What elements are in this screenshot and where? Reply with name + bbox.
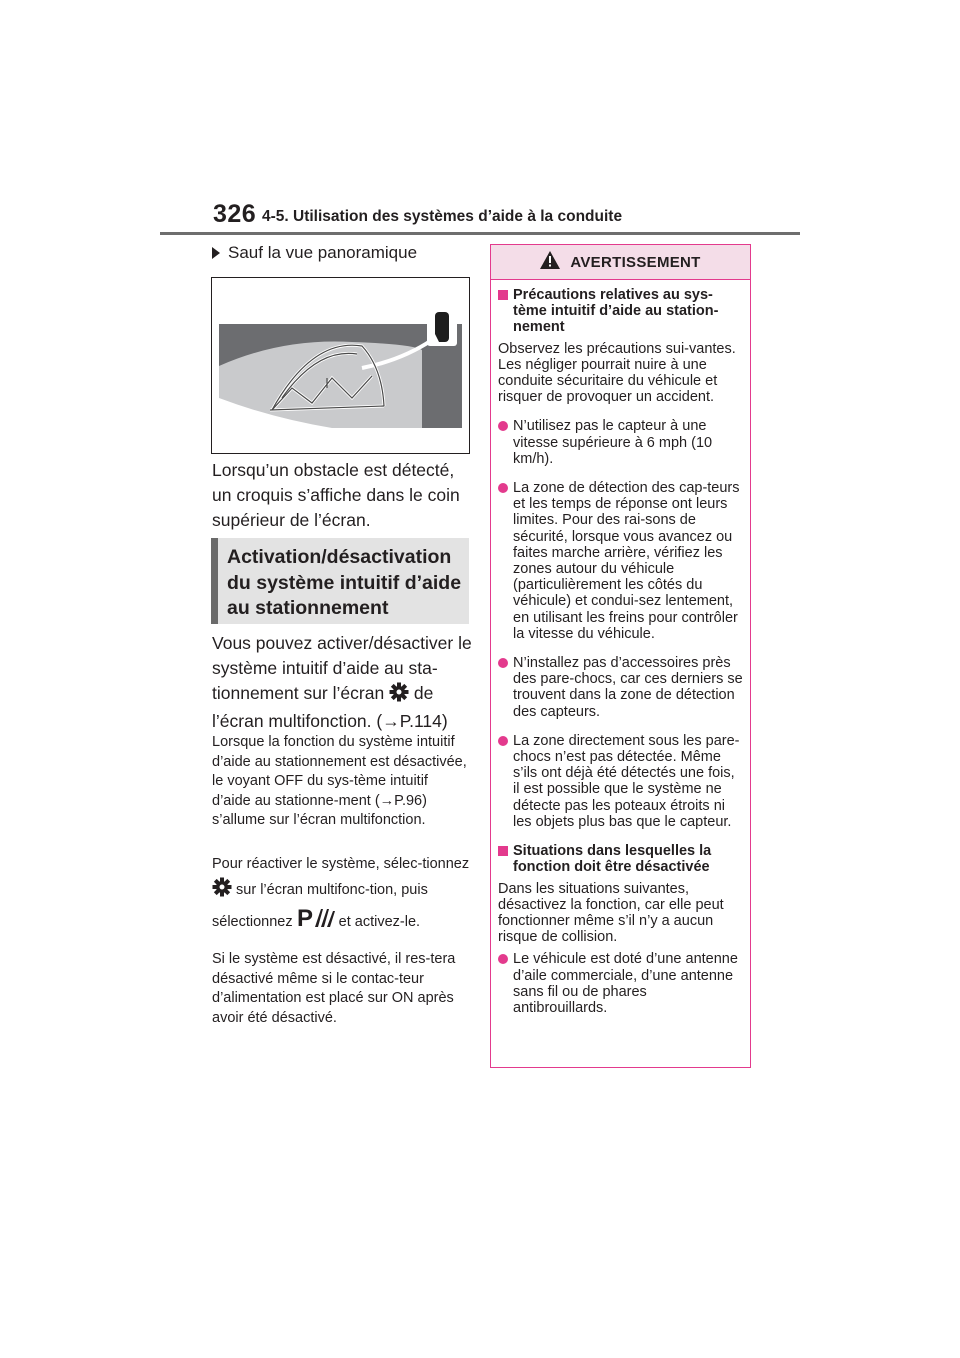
note-reactivate (212, 852, 470, 938)
warning-header (491, 245, 750, 280)
paragraph-activation (212, 631, 474, 734)
paragraph-obstacle: Lorsqu’un obstacle est détecté, un croquis s’affiche dans le coin supérieur de l’écran. (212, 460, 460, 530)
circle-bullet-icon (498, 421, 508, 431)
square-bullet-icon (498, 846, 508, 856)
circle-bullet-icon (498, 483, 508, 493)
activation-text-a: Vous pouvez activer/désactiver le système intuitif d’aide au sta-tionnement sur l’écran (212, 633, 472, 703)
arrow-ref-icon: → (382, 711, 400, 731)
reactivate-text-c: et activez-le. (334, 914, 421, 930)
warning-bullet (498, 951, 744, 1016)
activation-text-c: P.114) (399, 711, 448, 731)
note-off-indicator (212, 733, 470, 831)
heading-text: Activation/désactivation du système intuitif d’aide au stationnement (227, 546, 462, 619)
lead-text: Sauf la vue panoramique (228, 243, 418, 262)
warning-bullet (498, 418, 744, 467)
warning-bullet-text: N’utilisez pas le capteur à une vitesse supérieure à 6 mph (10 km/h). (513, 418, 713, 467)
section-heading (211, 538, 469, 624)
warning-bullet-text: La zone directement sous les pare-chocs n’est pas détectée. Même s’ils ont déjà été détectés une fois, il est possible que le système ne détecte pas les poteaux étroits ni les objets plus bas que le capteur. (513, 732, 740, 830)
warning-subheading-text: Précautions relatives au sys-tème intuitif d’aide au station-nement (513, 287, 719, 336)
warning-subheading (498, 287, 744, 336)
note-off-text-a: Lorsque la fonction du système intuitif d’aide au stationnement est désactivée, le voyant OFF du sys-tème intuitif d’aide au stationne-ment ( (212, 734, 467, 809)
gear-icon (212, 877, 232, 906)
warning-bullet (498, 480, 744, 642)
warning-box (490, 244, 751, 1068)
warning-subheading-text: Situations dans lesquelles la fonction doit être désactivée (513, 843, 712, 876)
warning-intro-text: Dans les situations suivantes, désactivez la fonction, car elle peut fonctionner même s’il n’y a aucun risque de collision. (498, 880, 724, 946)
note-remains-off: Si le système est désactivé, il res-tera désactivé même si le contac-teur d’alimentation est placé sur ON après avoir été désactivé. (212, 951, 456, 1026)
activation-text-b: de l’écran multifonction. ( (212, 683, 434, 731)
warning-intro-text: Observez les précautions sui-vantes. Les négliger pourrait nuire à une conduite sécuritaire du véhicule et risquer de provoquer un accident. (498, 340, 736, 406)
warning-intro (498, 881, 744, 946)
warning-bullet-text: N’installez pas d’accessoires près des pare-chocs, car ces derniers se trouvent dans la zone de détection des capteurs. (513, 655, 743, 720)
gear-icon (389, 682, 409, 709)
page-number: 326 (213, 200, 257, 228)
warning-body (498, 287, 744, 1029)
warning-subheading (498, 843, 744, 875)
section-title: 4-5. Utilisation des systèmes d’aide à la conduite (262, 208, 623, 225)
warning-triangle-icon (540, 251, 560, 274)
note-off-text-b: P.96) s’allume sur l’écran multifonction. (212, 792, 427, 828)
circle-bullet-icon (498, 736, 508, 746)
circle-bullet-icon (498, 954, 508, 964)
square-bullet-icon (498, 290, 508, 300)
svg-text:P: P (296, 905, 313, 929)
warning-title: AVERTISSEMENT (570, 253, 701, 271)
circle-bullet-icon (498, 658, 508, 668)
heading-accent-bar (211, 538, 218, 624)
header-rule (160, 232, 800, 235)
parking-sensor-icon (297, 905, 335, 938)
warning-bullet-text: Le véhicule est doté d’une antenne d’aile commerciale, d’une antenne sans fil ou de phares antibrouillards. (513, 951, 738, 1016)
camera-view-illustration (211, 277, 470, 454)
reactivate-text-a: Pour réactiver le système, sélec-tionnez (212, 856, 470, 872)
warning-intro (498, 341, 744, 406)
lead-line (212, 243, 417, 263)
warning-bullet (498, 655, 744, 720)
triangle-bullet-icon (212, 247, 220, 259)
reactivate-text-b: sur l’écran multifonc-tion, puis sélectionnez (212, 881, 428, 930)
arrow-ref-icon: → (379, 792, 395, 809)
warning-bullet-text: La zone de détection des cap-teurs et les temps de réponse ont leurs limites. Pour des rai-sons de sécurité, lorsque vous avancez ou faites marche arrière, vérifiez les zones autour du véhicule (particulièrement les côtés du véhicule) et condui-sez lentement, en utilisant les freins pour contrôler la vitesse du véhicule. (513, 480, 740, 642)
warning-bullet (498, 733, 744, 830)
